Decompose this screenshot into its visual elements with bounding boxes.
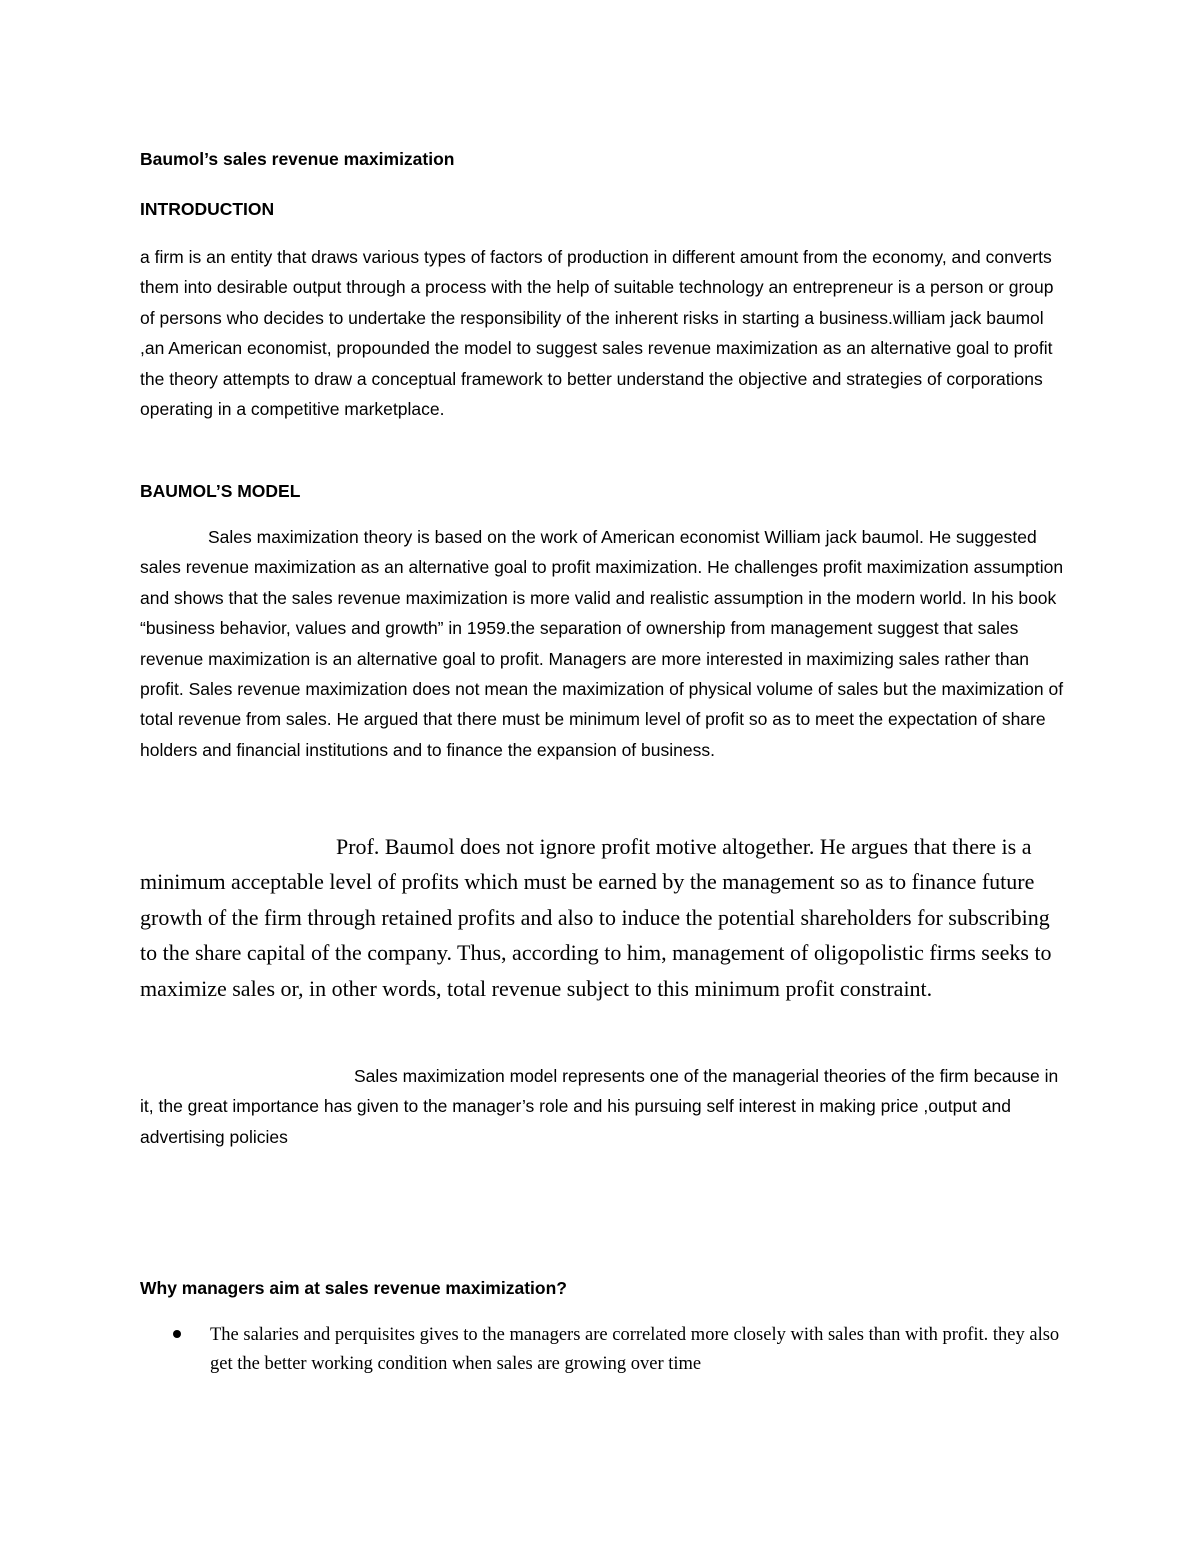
model-paragraph: Sales maximization theory is based on the work of American economist William jack baumol. He suggested sales revenue maximization as an alternative goal to profit maximization. He challenges profit maximization assumption and shows that the sales revenue maximization is more valid and realistic assumption in the modern world. In his book “business behavior, values and growth” in 1959.the separation of ownership from management suggest that sales revenue maximization is an alternative goal to profit. Managers are more interested in maximizing sales rather than profit. Sales revenue maximization does not mean the maximization of physical volume of sales but the maximization of total revenue from sales. He argued that there must be minimum level of profit so as to meet the expectation of share holders and financial institutions and to finance the expansion of business. — [140, 527, 1064, 760]
managerial-theory-paragraph: Sales maximization model represents one of the managerial theories of the firm because in it, the great importance has given to the manager’s role and his pursuing self interest in making price ,output and advertising policies — [140, 1066, 1059, 1147]
baumol-profit-paragraph: Prof. Baumol does not ignore profit motive altogether. He argues that there is a minimum acceptable level of profits which must be earned by the management so as to finance future growth of the firm through retained profits and also to induce the potential shareholders for subscribing to the share capital of the company. Thus, according to him, management of oligopolistic firms seeks to maximize sales or, in other words, total revenue subject to this minimum profit constraint. — [140, 834, 1052, 1001]
document-title: Baumol’s sales revenue maximization — [140, 149, 455, 169]
introduction-heading: INTRODUCTION — [140, 199, 275, 219]
list-item — [140, 1321, 1065, 1379]
introduction-paragraph: a firm is an entity that draws various types of factors of production in different amount from the economy, and converts them into desirable output through a process with the help of suitable technology an entrepreneur is a person or group of persons who decides to undertake the responsibility of the inherent risks in starting a business.william jack baumol ,an American economist, propounded the model to suggest sales revenue maximization as an alternative goal to profit the theory attempts to draw a conceptual framework to better understand the objective and strategies of corporations operating in a competitive marketplace. — [140, 247, 1054, 420]
model-heading: BAUMOL’S MODEL — [140, 481, 301, 501]
reasons-list — [140, 1321, 1065, 1379]
list-item-text: The salaries and perquisites gives to the managers are correlated more closely with sales than with profit. they also get the better working condition when sales are growing over time — [210, 1325, 1060, 1374]
why-managers-heading: Why managers aim at sales revenue maximization? — [140, 1278, 567, 1298]
bullet-icon — [173, 1330, 181, 1338]
